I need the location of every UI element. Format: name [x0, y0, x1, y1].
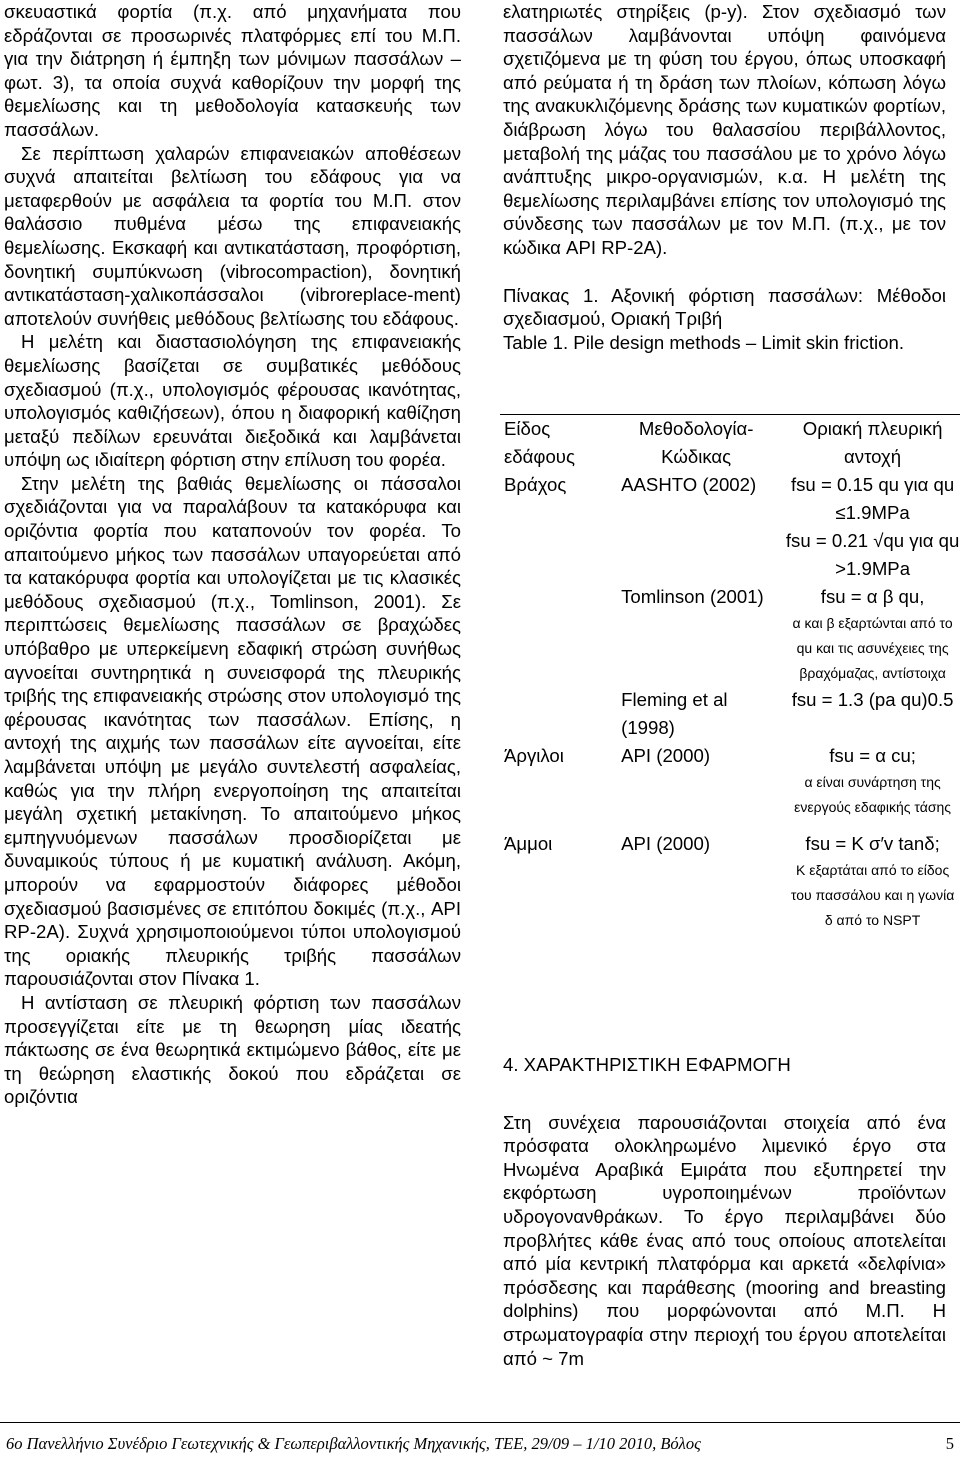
table-caption-english: Table 1. Pile design methods – Limit skin friction. — [503, 331, 904, 353]
formula-tomlinson-main: fsu = α β qu, — [820, 586, 925, 607]
header-method: Μεθοδολογία- Κώδικας — [609, 415, 771, 472]
header-skin-resistance: Οριακή πλευρική αντοχή — [771, 415, 960, 472]
table-header-row — [500, 415, 960, 472]
formula-tomlinson-note: α και β εξαρτώνται από το qu και τις ασυνέχειες της βραχόμαζας, αντίστοιχα — [792, 615, 953, 681]
formula-tomlinson — [771, 583, 960, 686]
paragraph: Η αντίσταση σε πλευρική φόρτιση των πασσάλων προσεγγίζεται είτε με τη θεωρηση μίας ιδεατής πάκτωσης σε ένα θεωρητικά εκτιμώμενο βάθος, είτε με τη θεώρηση ελαστικής δοκού που εδράζεται σε οριζόντια — [4, 991, 461, 1108]
left-column — [4, 0, 461, 1109]
paragraph: σκευαστικά φορτία (π.χ. από μηχανήματα που εδράζονται σε προσωρινές πλατφόρμες επί του Μ.Π. για την διάτρηση ή έμπηξη των μόνιμων πασσάλων – φωτ. 3), τα οποία συχνά καθορίζουν την μορφή της θεμελίωσης και τη μεθοδολογία κατασκευής των πασσάλων. — [4, 1, 461, 140]
table-caption-greek: Πίνακας 1. Αξονική φόρτιση πασσάλων: Μέθοδοι σχεδιασμού, Οριακή Τριβή — [503, 284, 946, 330]
table-row — [500, 471, 960, 583]
formula-clay — [771, 742, 960, 820]
method-tomlinson: Tomlinson (2001) — [621, 586, 764, 607]
table-row — [500, 686, 960, 742]
header-soil-type: Είδος εδάφους — [500, 415, 609, 472]
footer-rule — [0, 1422, 960, 1423]
method-aashto: AASHTO (2002) — [621, 474, 757, 495]
formula-aashto-2: fsu = 0.21 √qu για qu >1.9MPa — [785, 530, 960, 579]
paragraph: Η μελέτη και διαστασιολόγηση της επιφανειακής θεμελίωσης βασίζεται σε συμβατικές μεθόδους σχεδιασμού (π.χ., υπολογισμός φέρουσας ικανότητας, υπολογισμός καθιζήσεων), όπου η διαφορική καθίζηση μεταξύ πεδίλων ερευνάται διεξοδικά και λαμβάνεται υπόψη ως ιδιαίτερη φόρτιση στην επίλυση του φορέα. — [4, 331, 461, 471]
soil-clay: Άργιλοι — [504, 745, 564, 766]
formula-clay-note: α είναι συνάρτηση της ενεργούς εδαφικής τάσης — [794, 774, 952, 815]
paragraph: ελατηριωτές στηρίξεις (p-y). Στον σχεδιασμό των πασσάλων λαμβάνονται υπόψη φαινόμενα σχετιζόμενα με τη φύση του έργου, όπως υποσκαφή από ρεύματα ή τη δράση των πλοίων, κόπωση λόγω της ανακυκλιζόμενης δράσης των κυματικών φορτίων, διάβρωση λόγω του θαλασσίου περιβάλλοντος, μεταβολή της μάζας του πασσάλου με το χρόνο λόγω ανάπτυξης μικρο-οργανισμών, κ.α. Η μελέτη της θεμελίωσης περιλαμβάνει επίσης τον υπολογισμό της σύνδεσης των πασσάλων με τον Μ.Π. (π.χ., με τον κώδικα API RP-2A). — [503, 1, 946, 258]
formula-fleming: fsu = 1.3 (pa qu)0.5 — [791, 689, 954, 710]
section-heading: 4. ΧΑΡΑΚΤΗΡΙΣΤΙΚΗ ΕΦΑΡΜΟΓΗ — [503, 1054, 791, 1075]
soil-sand: Άμμοι — [504, 833, 553, 854]
paragraph: Στην μελέτη της βαθιάς θεμελίωσης οι πάσσαλοι σχεδιάζονται για να παραλάβουν τα κατακόρυφα και οριζόντια φορτία που καταπονούν τον φορέα. Το απαιτούμενο μήκος των πασσάλων υπαγορεύεται από τα κατακόρυφα φορτία και υπολογίζεται με τις κλασικές μεθόδους σχεδιασμού (π.χ., Tomlinson, 2001). Σε περιπτώσεις θεμελίωσης πασσάλων σε βραχώδες υπόβαθρο με υπερκείμενη εδαφική στρώση συνήθως αγνοείται συντηρητικά η συνεισφορά της πλευρικής τριβής της επιφανειακής στρώσης στον υπολογισμό της φέρουσας ικανότητας των πασσάλων. Επίσης, η αντοχή της αιχμής των πασσάλων είτε αγνοείται, είτε λαμβάνεται υπόψη με μεγάλο συντελεστή ασφαλείας, καθώς για την πλήρη ενεργοποίηση της απαιτείται μεγάλη σχετική μετακίνηση. Το απαιτούμενο μήκος εμπηγνυόμενων πασσάλων προσδιορίζεται με δυναμικούς τύπους ή με κυματική ανάλυση. Ακόμη, μπορούν να εφαρμοστούν διάφορες μέθοδοι σχεδιασμού βασισμένες σε επιτόπου δοκιμές (π.χ., API RP-2A). Συχνά χρησιμοποιούμενοι τύποι υπολογισμού της οριακής πλευρικής τριβής πασσάλων παρουσιάζονται στον Πίνακα 1. — [4, 472, 461, 990]
right-column-lower — [503, 1053, 946, 1370]
pile-design-table — [500, 414, 960, 933]
formula-sand — [771, 830, 960, 933]
paragraph: Στη συνέχεια παρουσιάζονται στοιχεία από ένα πρόσφατα ολοκληρωμένο λιμενικό έργο στα Ηνωμένα Αραβικά Εμιράτα που εξυπηρετεί την εκφόρτωση υγροποιημένων προϊόντων υδρογονανθράκων. Το έργο περιλαμβάνει δύο προβλήτες κάθε ένας από τους οποίους αποτελείται από μία κεντρική πλατφόρμα και αρκετά «δελφίνια» πρόσδεσης και παράθεσης (mooring and breasting dolphins) που μορφώνονται από Μ.Π. Η στρωματογραφία στην περιοχή του έργου αποτελείται από ~ 7m — [503, 1111, 946, 1369]
method-fleming: Fleming et al (1998) — [621, 689, 728, 738]
table-row — [500, 583, 960, 686]
right-column — [503, 0, 946, 354]
soil-rock: Βράχος — [504, 474, 567, 495]
table-row — [500, 830, 960, 933]
formula-clay-main: fsu = α cu; — [829, 745, 916, 766]
formula-sand-note: K εξαρτάται από το είδος του πασσάλου και η γωνία δ από το NSPT — [790, 862, 955, 928]
formula-aashto-1: fsu = 0.15 qu για qu ≤1.9MPa — [790, 474, 955, 523]
table-row — [500, 742, 960, 820]
paragraph: Σε περίπτωση χαλαρών επιφανειακών αποθέσεων συχνά απαιτείται βελτίωση του εδάφους για να μεταφερθούν με ασφάλεια τα φορτία του Μ.Π. στον θαλάσσιο πυθμένα μέσω της επιφανειακής θεμελίωσης. Εκσκαφή και αντικατάσταση, προφόρτιση, δονητική συμπύκνωση (vibrocompaction), δονητική αντικατάσταση-χαλικοπάσσαλοι (vibroreplace-ment) αποτελούν συνήθεις μεθόδους βελτίωσης του εδάφους. — [4, 142, 461, 329]
formula-sand-main: fsu = K σ′v tanδ; — [805, 833, 940, 854]
method-api-clay: API (2000) — [621, 745, 711, 766]
method-api-sand: API (2000) — [621, 833, 711, 854]
formula-aashto — [771, 471, 960, 583]
page-number: 5 — [945, 1434, 954, 1453]
footer-conference: 6ο Πανελλήνιο Συνέδριο Γεωτεχνικής & Γεωπεριβαλλοντικής Μηχανικής, ΤΕΕ, 29/09 – 1/10 2010, Βόλος — [6, 1434, 701, 1453]
